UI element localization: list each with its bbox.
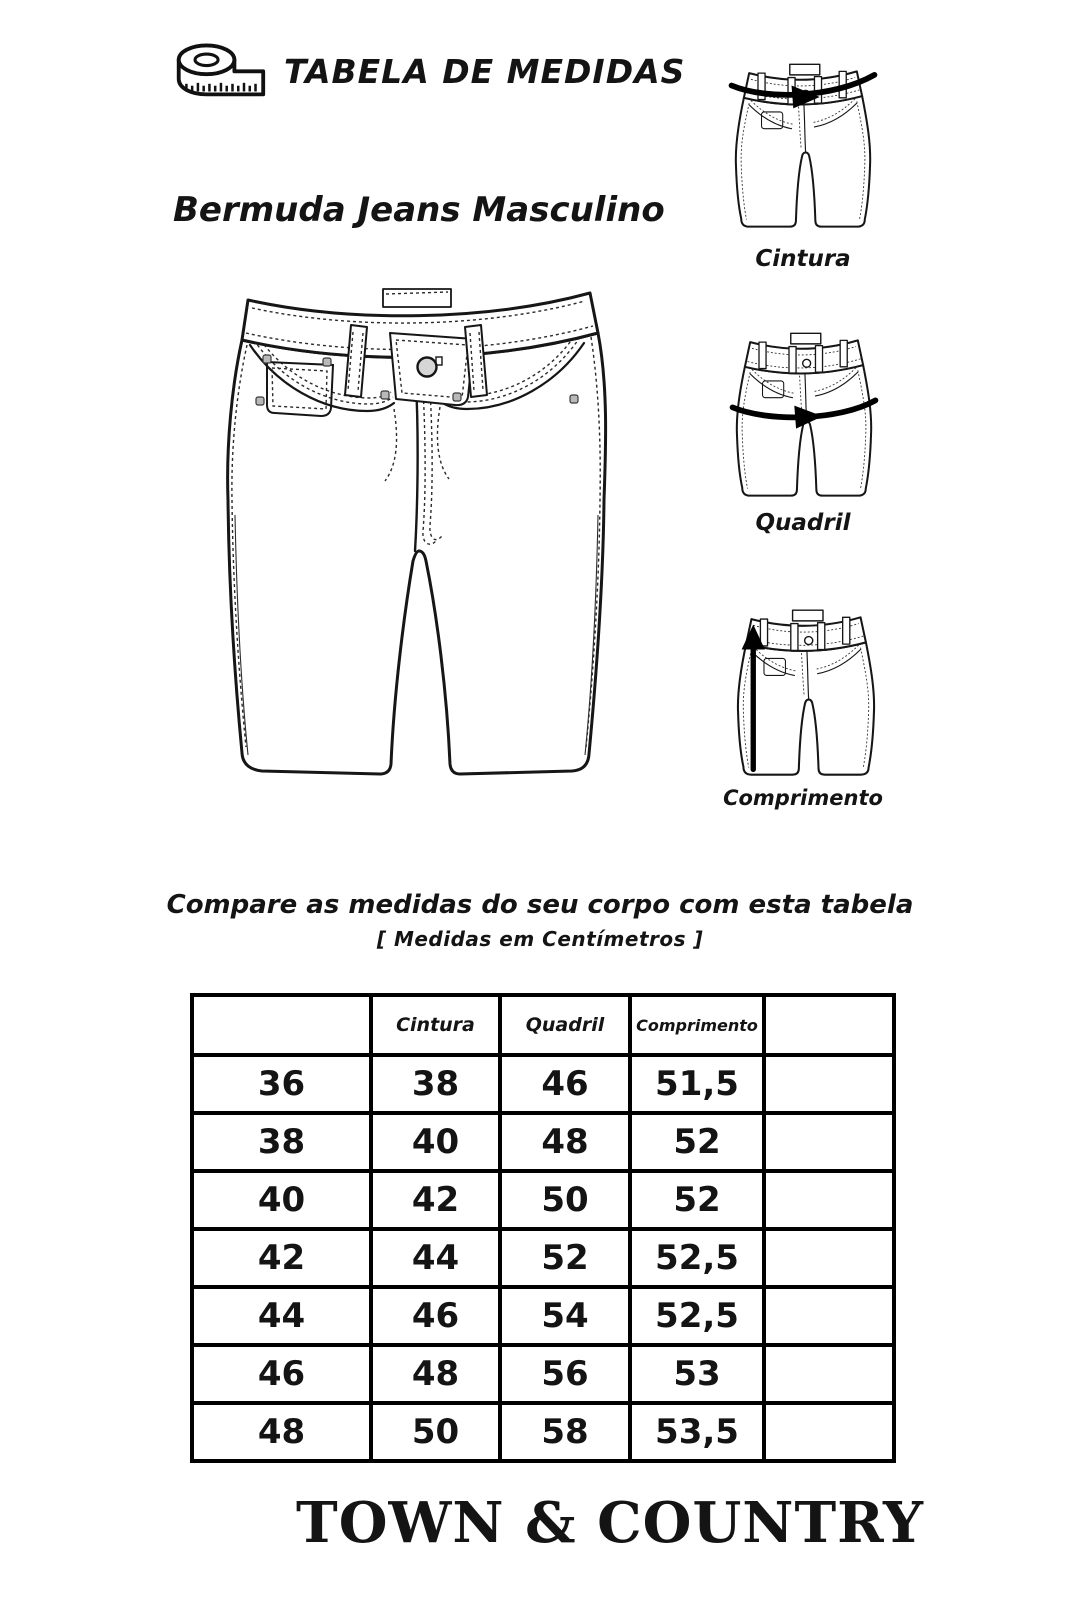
size-cell: 40 (192, 1171, 371, 1229)
product-subtitle: Bermuda Jeans Masculino (173, 190, 665, 230)
cintura-cell: 50 (371, 1403, 500, 1461)
comprimento-cell: 52,5 (630, 1229, 764, 1287)
comprimento-cell: 52 (630, 1113, 764, 1171)
table-row (192, 1403, 894, 1461)
quadril-cell: 48 (500, 1113, 630, 1171)
size-cell: 44 (192, 1287, 371, 1345)
blank-cell (764, 1055, 894, 1113)
table-row (192, 1171, 894, 1229)
quadril-cell: 46 (500, 1055, 630, 1113)
table-row (192, 1113, 894, 1171)
cintura-cell: 48 (371, 1345, 500, 1403)
header-cell-empty (192, 995, 371, 1055)
cintura-figure-label: Cintura (755, 246, 851, 272)
comprimento-cell: 52,5 (630, 1287, 764, 1345)
size-cell: 48 (192, 1403, 371, 1461)
table-intro-line2: [ Medidas em Centímetros ] (376, 927, 704, 951)
table-row (192, 1287, 894, 1345)
table-row (192, 1229, 894, 1287)
blank-cell (764, 1171, 894, 1229)
cintura-cell: 46 (371, 1287, 500, 1345)
table-row (192, 1055, 894, 1113)
blank-cell (764, 1345, 894, 1403)
quadril-figure-label: Quadril (755, 510, 851, 536)
comprimento-cell: 53,5 (630, 1403, 764, 1461)
size-table-header-row (192, 995, 894, 1055)
quadril-cell: 56 (500, 1345, 630, 1403)
header-cell-blank (764, 995, 894, 1055)
quadril-cell: 52 (500, 1229, 630, 1287)
comprimento-cell: 53 (630, 1345, 764, 1403)
blank-cell (764, 1113, 894, 1171)
comprimento-figure-label: Comprimento (723, 786, 883, 810)
comprimento-cell: 52 (630, 1171, 764, 1229)
comprimento-figure (730, 598, 882, 794)
blank-cell (764, 1403, 894, 1461)
table-row (192, 1345, 894, 1403)
quadril-cell: 54 (500, 1287, 630, 1345)
blank-cell (764, 1229, 894, 1287)
table-intro-line1: Compare as medidas do seu corpo com esta tabela (166, 890, 914, 920)
quadril-cell: 58 (500, 1403, 630, 1461)
blank-cell (764, 1287, 894, 1345)
tape-measure-icon (172, 40, 268, 118)
cintura-cell: 38 (371, 1055, 500, 1113)
size-cell: 36 (192, 1055, 371, 1113)
quadril-cell: 50 (500, 1171, 630, 1229)
page-title: TABELA DE MEDIDAS (284, 52, 686, 91)
comprimento-cell: 51,5 (630, 1055, 764, 1113)
size-cell: 42 (192, 1229, 371, 1287)
header-cell-quadril: Quadril (500, 995, 630, 1055)
brand-logo: TOWN & COUNTRY (296, 1490, 924, 1556)
size-cell: 46 (192, 1345, 371, 1403)
quadril-figure (729, 320, 879, 516)
header-cell-comprimento: Comprimento (630, 995, 764, 1055)
bermuda-front-drawing (222, 285, 612, 780)
header-cell-cintura: Cintura (371, 995, 500, 1055)
cintura-cell: 44 (371, 1229, 500, 1287)
size-table (190, 993, 896, 1463)
cintura-cell: 40 (371, 1113, 500, 1171)
size-cell: 38 (192, 1113, 371, 1171)
cintura-figure (728, 50, 878, 248)
cintura-cell: 42 (371, 1171, 500, 1229)
